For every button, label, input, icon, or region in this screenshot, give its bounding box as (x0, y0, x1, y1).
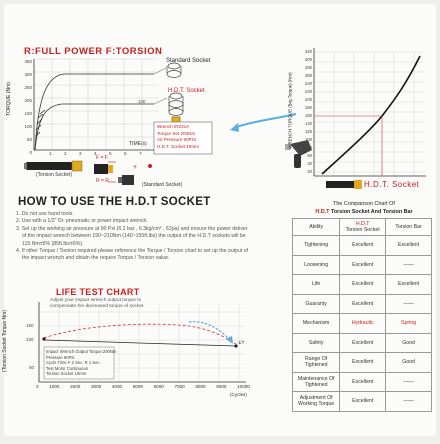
life-torque-line (44, 340, 236, 346)
comparison-table (292, 218, 432, 412)
comparison-title-line1: The Comparison Chart Of (333, 201, 395, 207)
wrench-y-tick: 240 (305, 81, 312, 86)
table-row (293, 353, 432, 373)
life-chart-title: LIFE TEST CHART (56, 287, 140, 297)
socket-cell: Excellent (340, 236, 386, 256)
wrench-y-tick: 220 (305, 89, 312, 94)
table-row (293, 392, 432, 412)
torsion-x-tick: 7 (139, 151, 142, 156)
howto-title: HOW TO USE THE H.D.T SOCKET (18, 196, 211, 208)
socket-cell: Excellent (340, 255, 386, 275)
life-x-tick: 8000 (195, 384, 206, 389)
life-x-tick: 10000 (237, 384, 250, 389)
comparison-title-line2: Torsion Socket And Torsion Bar (330, 209, 413, 215)
torsion-y-tick: 150 (24, 111, 32, 116)
howto-step: 1. Do not use hand tools. (16, 211, 74, 217)
table-row (293, 314, 432, 334)
torsion-x-label: TIME(s) (129, 141, 147, 147)
howto-step: the impact wrench and obtain the require Torque / Torsion value. (22, 255, 170, 262)
wrench-y-tick: 140 (305, 121, 312, 126)
table-row (293, 255, 432, 275)
wrench-y-tick: 120 (305, 129, 312, 134)
life-note (46, 349, 116, 377)
torsion-x-tick: 5 (109, 151, 112, 156)
wrench-y-tick: 20 (307, 169, 312, 174)
wrench-y-tick: 60 (307, 153, 312, 158)
wrench-y-tick: 100 (305, 137, 312, 142)
life-x-tick: 7000 (174, 384, 185, 389)
comparison-title-prefix: H.D.T (315, 209, 330, 215)
life-subtitle-line: Adjust your impact wrench output torque to (50, 298, 142, 303)
ability-cell: Loosening (293, 255, 340, 275)
standard-socket-label: Standard Socket (166, 58, 211, 64)
life-y-label: (Torsion Socket Torque Nm) (1, 310, 8, 372)
hdt-socket-label: H.D.T. Socket (168, 88, 205, 94)
bar-cell: Excellent (386, 275, 432, 295)
ability-cell: Guaranty (293, 294, 340, 314)
torsion-y-tick: 100 (24, 124, 32, 129)
life-x-tick: 4000 (111, 384, 123, 389)
torsion-y-tick: 200 (24, 98, 32, 103)
torsion-y-tick: 350 (24, 59, 32, 64)
header-torsion-socket: Torsion Socket (345, 227, 380, 233)
howto-step: 4. If other Torque / Torsion required please reference the Torque / Torsion chart to set up the output of (16, 248, 249, 255)
bar-cell: Spring (386, 314, 432, 334)
torsion-x-tick: 2 (64, 151, 67, 156)
howto-step: of the impact wrench between 190~210Nm (140~155ft.lbs) the output of the H.D.T sockets will be (22, 233, 246, 240)
socket-cell: Excellent (340, 294, 386, 314)
life-x-tick: 0 (36, 384, 39, 389)
header-torsion-bar: Torsion Bar (386, 219, 432, 236)
table-row (293, 372, 432, 392)
wrench-y-tick: 40 (307, 161, 312, 166)
wrench-y-tick: 200 (305, 97, 312, 102)
wrench-y-tick: 300 (305, 57, 312, 62)
torsion-level-label: 130 (138, 99, 146, 104)
header-hdt: H.D.T (355, 221, 370, 227)
torsion-note-line: H.D.T. Socket 19mm (157, 143, 200, 149)
table-row (293, 236, 432, 256)
ability-cell: Life (293, 275, 340, 295)
life-x-tick: 3000 (90, 384, 102, 389)
header-ability: Ability (293, 219, 340, 236)
f-label: F = F (96, 155, 108, 161)
ability-cell: Mechanism (293, 314, 340, 334)
wrench-socket-caption: H.D.T. Socket (364, 180, 420, 189)
life-x-tick: 1000 (49, 384, 60, 389)
wrench-y-tick: 80 (307, 145, 312, 150)
life-x-ticks (36, 384, 250, 389)
socket-cell: Hydraulic (340, 314, 386, 334)
torsion-chart-title: R:FULL POWER F:TORSION (24, 46, 163, 57)
wrench-y-tick: 280 (305, 65, 312, 70)
socket-cell: Excellent (340, 392, 386, 412)
life-y-tick: 50 (29, 365, 35, 370)
torsion-y-tick: 50 (26, 137, 32, 142)
bar-cell: Good (386, 333, 432, 353)
bar-cell: Excellent (386, 236, 432, 256)
socket-cell: Excellent (340, 353, 386, 373)
life-note-line: Impact Wrench Output Torque:200Nm (46, 349, 117, 354)
header-hdt-socket (340, 219, 386, 236)
plus-sign: + (133, 164, 138, 171)
bar-cell: —— (386, 372, 432, 392)
life-y-tick: 100 (26, 337, 34, 342)
life-note-line: Cycle Time F 2 Sec. R 1 Sec. (46, 360, 101, 366)
torsion-y-tick: 250 (24, 85, 32, 90)
wrench-y-tick: 320 (305, 49, 312, 54)
life-start-point (42, 337, 45, 340)
torsion-x-tick: 6 (124, 151, 127, 156)
table-row (293, 275, 432, 295)
comparison-title (294, 200, 434, 216)
torsion-note-line: Torque Set 200Nm (157, 130, 196, 136)
socket-cell: Excellent (340, 372, 386, 392)
life-x-tick: 6000 (153, 384, 164, 389)
life-note-line: Torsion Socket 19mm (46, 371, 87, 377)
torsion-y-tick: 300 (24, 72, 32, 77)
socket-cell: Excellent (340, 275, 386, 295)
life-x-tick: 2000 (70, 384, 81, 389)
table-row (293, 333, 432, 353)
torsion-y-tick: 0 (29, 150, 32, 155)
ability-cell: Adjustment Of Working Torque (293, 392, 340, 412)
torsion-x-tick: 3 (79, 151, 82, 156)
ability-cell: Maintenance Of Tightened (293, 372, 340, 392)
r-label: R = R (96, 178, 109, 184)
wrench-y-label: WRENCH TORQUE (Brg.Torque) (Nm) (287, 72, 293, 149)
socket-cell: Excellent (340, 333, 386, 353)
life-x-tick: 9000 (216, 384, 227, 389)
torsion-note-line: Air Pressure 90PSI (157, 137, 197, 143)
howto-step: 3. Set up the working air pressure at 90 Psi (6.2 bar , 6.3kg/cm² , 62pa) and ensure the power deliver (16, 225, 248, 232)
wrench-y-tick: 260 (305, 73, 312, 78)
life-subtitle-line: compensate the decreased torque of socket (50, 304, 144, 309)
bar-cell: —— (386, 255, 432, 275)
life-end-label: 1/7 (238, 340, 245, 345)
life-x-unit: (Cycles) (230, 392, 247, 397)
ability-cell: Range Of Tightened (293, 353, 340, 373)
bar-cell: —— (386, 294, 432, 314)
ability-cell: Tightening (293, 236, 340, 256)
instruction-sheet (1, 4, 436, 436)
howto-step: 115 Nm±6% (85ft.lbs±6%) (22, 240, 83, 247)
torsion-x-tick: 1 (49, 151, 52, 156)
wrench-y-tick: 180 (305, 105, 312, 110)
comparison-header-row (293, 219, 432, 236)
life-x-tick: 5000 (132, 384, 143, 389)
life-note-line: Pressure 90Psi (46, 354, 75, 360)
wrench-y-tick: 160 (305, 113, 312, 118)
howto-step: 2. Use with a 1/2" Dr. pneumatic or power impact wrench. (16, 218, 148, 225)
ability-cell: Safety (293, 333, 340, 353)
torsion-note-line: Wrench IR231A (157, 124, 190, 129)
bar-cell: —— (386, 392, 432, 412)
torsion-y-label: TORQUE (Nm) (5, 82, 12, 116)
life-y-tick: 150 (26, 323, 34, 328)
life-note-line: Test Motor Continuous (46, 365, 88, 371)
table-row (293, 294, 432, 314)
torsion-x-tick: 4 (94, 151, 97, 156)
bar-cell: Good (386, 353, 432, 373)
standard-socket-caption: (Standard Socket) (142, 182, 183, 188)
torsion-socket-caption: (Torsion Socket) (36, 172, 73, 178)
